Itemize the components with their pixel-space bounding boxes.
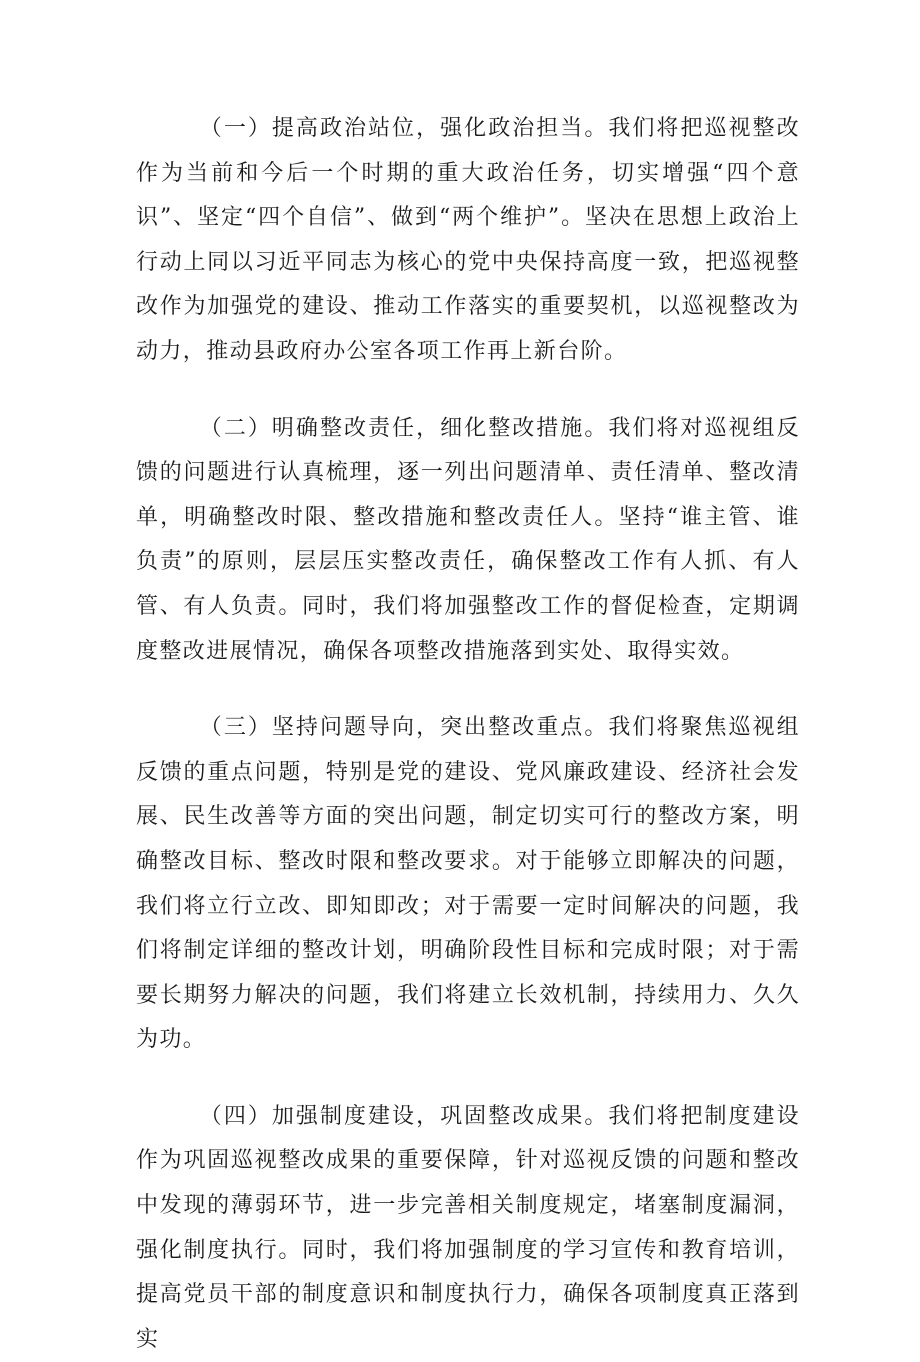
paragraph-3: （三）坚持问题导向，突出整改重点。我们将聚焦巡视组反馈的重点问题，特别是党的建设、党风廉政建设、经济社会发展、民生改善等方面的突出问题，制定切实可行的整改方案，明确整改目标、整改时限和整改要求。对于能够立即解决的问题，我们将立行立改、即知即改；对于需要一定时间解决的问题，我们将制定详细的整改计划，明确阶段性目标和完成时限；对于需要长期努力解决的问题，我们将建立长效机制，持续用力、久久为功。: [136, 715, 800, 1053]
paragraph-1: （一）提高政治站位，强化政治担当。我们将把巡视整改作为当前和今后一个时期的重大政治任务，切实增强“四个意识”、坚定“四个自信”、做到“两个维护”。坚决在思想上政治上行动上同以习近平同志为核心的党中央保持高度一致，把巡视整改作为加强党的建设、推动工作落实的重要契机，以巡视整改为动力，推动县政府办公室各项工作再上新台阶。: [136, 116, 800, 364]
paragraph-2: （二）明确整改责任，细化整改措施。我们将对巡视组反馈的问题进行认真梳理，逐一列出问题清单、责任清单、整改清单，明确整改时限、整改措施和整改责任人。坚持“谁主管、谁负责”的原则，层层压实整改责任，确保整改工作有人抓、有人管、有人负责。同时，我们将加强整改工作的督促检查，定期调度整改进展情况，确保各项整改措施落到实处、取得实效。: [136, 415, 800, 664]
paragraph-4: （四）加强制度建设，巩固整改成果。我们将把制度建设作为巩固巡视整改成果的重要保障，针对巡视反馈的问题和整改中发现的薄弱环节，进一步完善相关制度规定，堵塞制度漏洞，强化制度执行。同时，我们将加强制度的学习宣传和教育培训，提高党员干部的制度意识和制度执行力，确保各项制度真正落到实: [136, 1103, 800, 1352]
